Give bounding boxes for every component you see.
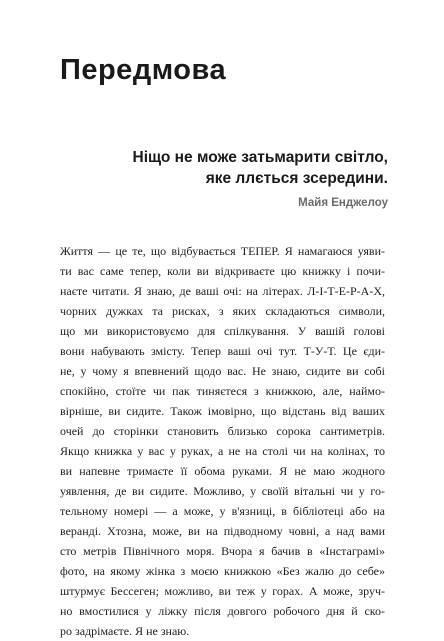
body-line: очей до сторінки становить близько сорока сантиметрів. — [60, 424, 385, 438]
body-line: штурмує Бессеген; можливо, ви теж у горах. А може, зруч- — [60, 584, 385, 598]
body-line: но вмостилися у ліжку після довгого робочого дня й ско- — [60, 604, 385, 618]
epigraph-line: яке ллється зсередини. — [205, 170, 388, 187]
body-line: ти вас саме тепер, коли ви відкриваєте цю книжку і почи- — [60, 264, 385, 278]
body-line: тельному номері — а може, у в'язниці, в бібліотеці або на — [60, 504, 385, 518]
chapter-title: Передмова — [60, 54, 227, 86]
body-line: ро задрімаєте. Я не знаю. — [60, 624, 190, 638]
body-line: веранді. Хтозна, може, ви на підводному човні, а над вами — [60, 524, 385, 538]
body-line: чорних дужках та рисках, з яких складаються символи, — [60, 304, 385, 318]
body-line: Якщо книжка у вас у руках, а не на столі чи на колінах, то — [60, 444, 385, 458]
body-line: сто метрів Північного моря. Вчора я бачив в «Інстаграмі» — [60, 544, 385, 558]
body-line: вони набувають змісту. Тепер ваші очі тут. Т-У-Т. Це єди- — [60, 344, 385, 358]
body-line: не, у чому я впевнений щодо вас. Не знаю, сидите ви собі — [60, 364, 385, 378]
body-line: що ми використовуємо для спілкування. У вашій голові — [60, 324, 385, 338]
body-line: наєте читати. Я знаю, де ваші очі: на літерах. Л-І-Т-Е-Р-А-Х, — [60, 284, 385, 298]
body-line: уявлення, де ви сидите. Можливо, у своїй вітальні чи у го- — [60, 484, 385, 498]
epigraph — [88, 147, 388, 210]
body-line: Життя — це те, що відбувається ТЕПЕР. Я намагаюся уяви- — [60, 244, 385, 258]
body-line: фото, на якому жінка з моєю книжкою «Без жалю до себе» — [60, 564, 385, 578]
epigraph-line: Ніщо не може затьмарити світло, — [132, 149, 388, 166]
body-line: ви напевне тримаєте її обома руками. Я не маю жодного — [60, 464, 385, 478]
body-line: вірніше, ви сидите. Також імовірно, що відстань від ваших — [60, 404, 385, 418]
body-line: спокійно, стоїте чи пак тиняєтеся з книжкою, але, наймо- — [60, 384, 385, 398]
epigraph-author: Майя Енджелоу — [298, 197, 388, 209]
body-paragraph — [60, 241, 385, 641]
